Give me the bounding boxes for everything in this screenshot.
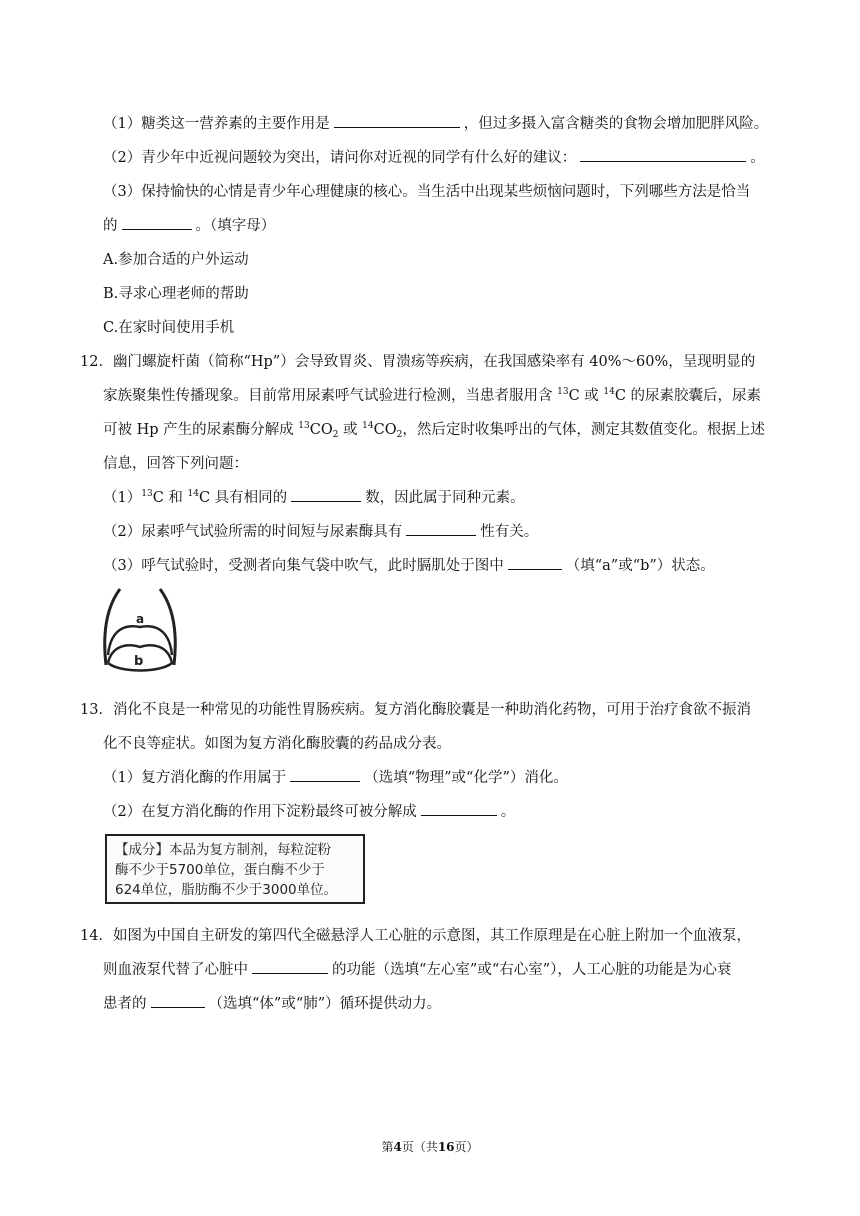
question-number: 13． — [80, 702, 113, 718]
q13-part2: （2）在复方消化酶的作用下淀粉最终可被分解成 。 — [103, 800, 515, 821]
answer-blank[interactable] — [252, 959, 328, 974]
q13-line2: 化不良等症状。如图为复方消化酶胶囊的药品成分表。 — [103, 736, 451, 752]
q11-part3-line1: （3）保持愉快的心情是青少年心理健康的核心。当生活中出现某些烦恼问题时，下列哪些方法是恰当 — [103, 184, 751, 200]
q14-line3: 患者的 （选填“体”或“肺”）循环提供动力。 — [103, 992, 441, 1013]
answer-blank[interactable] — [580, 147, 746, 162]
page-footer: 第4页（共16页） — [381, 1140, 479, 1154]
q11-option-b: B.寻求心理老师的帮助 — [103, 286, 249, 302]
q14-line1: 14．如图为中国自主研发的第四代全磁悬浮人工心脏的示意图，其工作原理是在心脏上附加一个血液泵， — [80, 928, 751, 944]
answer-blank[interactable] — [151, 993, 205, 1008]
answer-blank[interactable] — [334, 113, 460, 128]
answer-blank[interactable] — [421, 801, 497, 816]
page-total: 16 — [437, 1140, 455, 1154]
label-b: b — [134, 654, 144, 669]
answer-blank[interactable] — [290, 767, 360, 782]
ingredients-line: 624单位，脂肪酶不少于3000单位。 — [115, 882, 338, 898]
label-a: a — [136, 612, 145, 626]
page-number: 4 — [393, 1140, 402, 1154]
q12-part3: （3）呼气试验时，受测者向集气袋中吹气，此时膈肌处于图中 （填“a”或“b”）状态。 — [103, 554, 715, 575]
q12-part1: $(1)^{13}C$ 和 $^{14}$C 具有相同的 数，因此属于同种元素。 — [103, 489, 525, 506]
ingredients-line: 【成分】本品为复方制剂，每粒淀粉 — [115, 842, 331, 858]
q12-line4: 信息，回答下列问题： — [103, 456, 248, 472]
answer-blank[interactable] — [122, 215, 192, 230]
q11-part3-line2: 的 。（填字母） — [103, 214, 275, 235]
question-number: 14． — [80, 928, 113, 944]
q14-line2: 则血液泵代替了心脏中 的功能（选填“左心室”或“右心室”），人工心脏的功能是为心衰 — [103, 958, 731, 979]
diaphragm-state-a — [108, 626, 172, 655]
q11-option-c: C.在家时间使用手机 — [103, 320, 235, 336]
q13-line1: 13．消化不良是一种常见的功能性胃肠疾病。复方消化酶胶囊是一种助消化药物，可用于治疗食欲不振消 — [80, 702, 751, 718]
answer-blank[interactable] — [508, 555, 562, 570]
q11-option-a: A.参加合适的户外运动 — [103, 252, 249, 268]
question-number: 12． — [80, 354, 113, 370]
ingredients-line: 酶不少于5700单位，蛋白酶不少于 — [115, 862, 325, 878]
q12-part2: （2）尿素呼气试验所需的时间短与尿素酶具有 性有关。 — [103, 520, 538, 541]
q12-line2: 家族聚集性传播现象。目前常用尿素呼气试验进行检测，当患者服用含 $^{13}$C 或 $^{14}$C 的尿素胶囊后，尿素 — [103, 387, 762, 404]
q11-part2: （2）青少年中近视问题较为突出，请问你对近视的同学有什么好的建议： 。 — [103, 146, 765, 167]
diaphragm-figure — [100, 585, 180, 680]
answer-blank[interactable] — [406, 521, 476, 536]
q12-line3: 可被 Hp 产生的尿素酶分解成 $^{13}CO_2$ 或 $^{14}CO_2$，然后定时收集呼出的气体，测定其数值变化。根据上述 — [103, 421, 765, 440]
q13-part1: （1）复方消化酶的作用属于 （选填“物理”或“化学”）消化。 — [103, 766, 568, 787]
q11-part1: （1）糖类这一营养素的主要作用是 ，但过多摄入富含糖类的食物会增加肥胖风险。 — [103, 112, 768, 133]
answer-blank[interactable] — [291, 487, 361, 502]
ingredients-box — [105, 834, 365, 904]
q12-line1: 12．幽门螺旋杆菌（简称“Hp”）会导致胃炎、胃溃疡等疾病，在我国感染率有 40%～60%，呈现明显的 — [80, 354, 756, 370]
